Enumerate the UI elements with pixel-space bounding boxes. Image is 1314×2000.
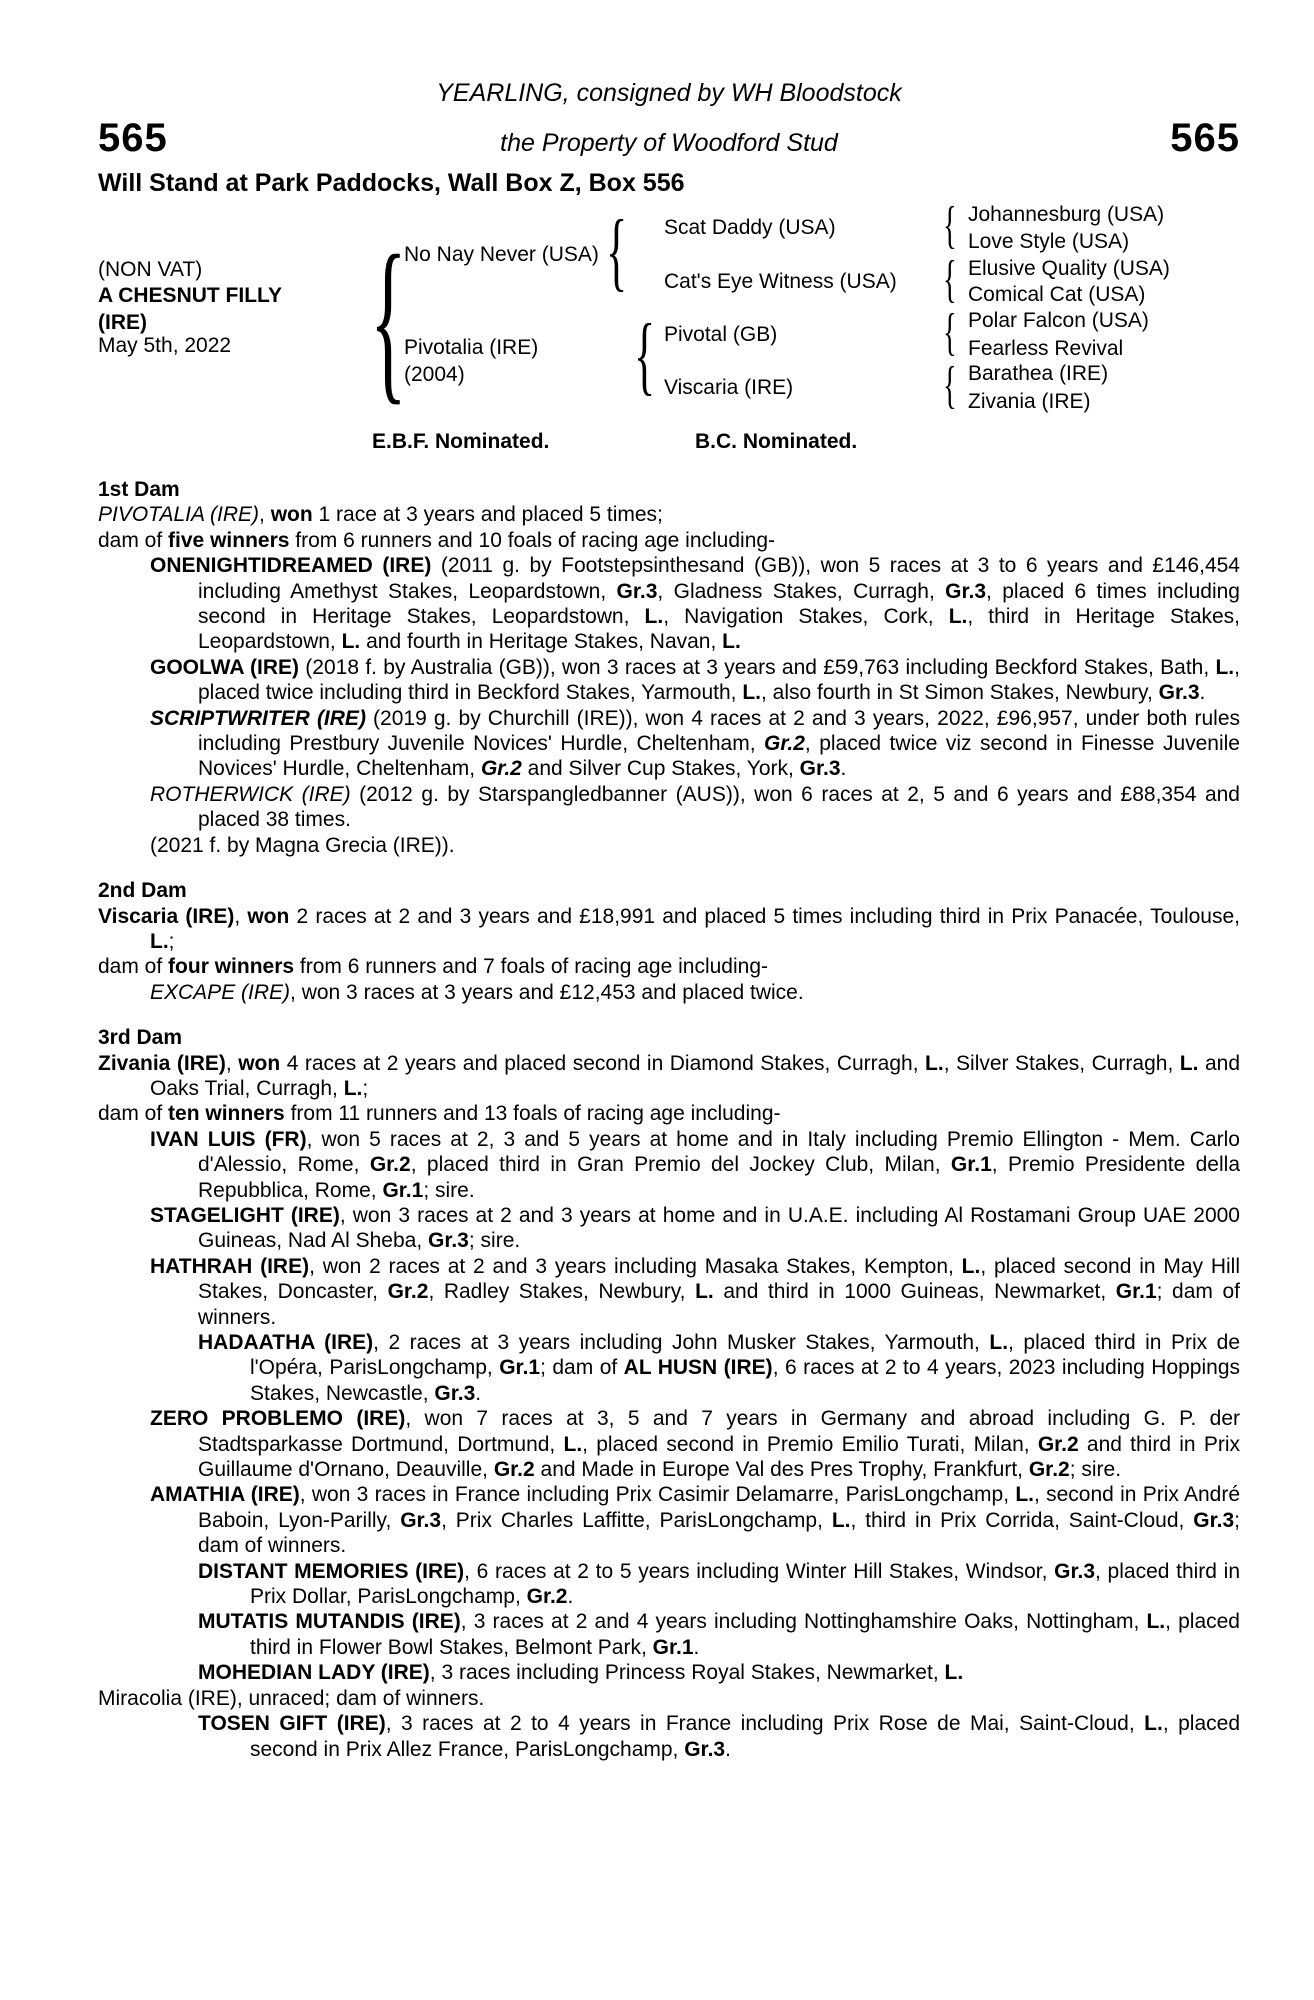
text-run: Gr.2 [387, 1280, 429, 1304]
text-run: , Radley Stakes, Newbury, [428, 1280, 696, 1304]
text-run: , placed 6 times including second in Heritage Stakes, Leopardstown, [198, 579, 1240, 629]
lot-number-right: 565 [1170, 116, 1240, 160]
text-run: ; sire. [423, 1178, 475, 1202]
text-run: (2018 f. by Australia (GB)), won 3 races at 3 years and £59,763 including Beckford Stakes, Bath, [299, 655, 1216, 679]
text-run: . [475, 1381, 482, 1405]
subject-suffix: (IRE) [98, 311, 147, 334]
text-run: , Gladness Stakes, Curragh, [657, 579, 946, 603]
text-run: , 6 races at 2 to 4 years, 2023 including Hoppings Stakes, Newcastle, [250, 1356, 1241, 1405]
text-run: . [1199, 681, 1206, 705]
pedigree-paragraph [98, 1609, 1240, 1660]
pedigree-paragraph [98, 1203, 1240, 1254]
text-run: GOOLWA (IRE) [150, 655, 300, 679]
text-run: , 3 races at 2 and 4 years including Nottinghamshire Oaks, Nottingham, [460, 1610, 1147, 1634]
curly-brace-ggp-1 [943, 199, 968, 254]
text-run: Gr.3 [1158, 681, 1200, 705]
text-run: L. [925, 1051, 944, 1075]
text-run: won [247, 904, 290, 928]
text-run: Gr.3 [684, 1737, 726, 1761]
text-run: Gr.1 [950, 1153, 992, 1177]
text-run: L. [1146, 1610, 1166, 1634]
pedigree-table [98, 198, 1240, 416]
text-run: and fourth in Heritage Stakes, Navan, [360, 630, 723, 654]
text-run: five winners [168, 528, 290, 552]
text-run: , placed third in Flower Bowl Stakes, Belmont Park, [250, 1610, 1240, 1659]
dam-year: (2004) [404, 363, 465, 386]
text-run: . [840, 757, 847, 781]
text-run: Gr.3 [616, 579, 658, 603]
curly-brace-ggp-2 [943, 253, 968, 308]
pedigree-paragraph [98, 782, 1240, 833]
text-run: , Prix Charles Laffitte, ParisLongchamp, [441, 1508, 832, 1532]
pedigree-paragraph [98, 553, 1240, 655]
text-run: and Silver Cup Stakes, York, [521, 757, 800, 781]
text-run: L. [1144, 1712, 1163, 1736]
pedigree-paragraph [98, 528, 1240, 553]
text-run: L. [1179, 1051, 1199, 1075]
foal-date: May 5th, 2022 [98, 334, 232, 357]
ggp-name: Elusive Quality (USA) [968, 257, 1170, 280]
gp-name: Viscaria (IRE) [664, 376, 794, 399]
text-run: ZERO PROBLEMO (IRE) [150, 1407, 406, 1431]
text-run: HATHRAH (IRE) [150, 1254, 310, 1278]
text-run: (2012 g. by Starspangledbanner (AUS)), won 6 races at 2, 5 and 6 years and £88,354 and placed 38 times. [198, 782, 1240, 832]
page-content [98, 78, 1240, 1762]
text-run: L. [343, 1076, 363, 1100]
text-run: . [693, 1635, 700, 1659]
ggp-name: Polar Falcon (USA) [968, 309, 1149, 332]
text-run: and third in 1000 Guineas, Newmarket, [713, 1280, 1116, 1304]
ggp-name: Comical Cat (USA) [968, 283, 1146, 306]
text-run: , [234, 904, 248, 928]
text-run: (2019 g. by Churchill (IRE)), won 4 races at 2 and 3 years, 2022, £96,957, under both rules including Prestbury Juvenile Novices' Hurdle, Cheltenham, [198, 706, 1240, 756]
curly-brace-ggp-3 [943, 305, 968, 361]
text-run: and Oaks Trial, Curragh, [150, 1051, 1241, 1100]
sire-name: No Nay Never (USA) [404, 243, 599, 266]
text-run: (2011 g. by Footstepsinthesand (GB)), won 5 races at 3 to 6 years and £146,454 including Amethyst Stakes, Leopardstown, [198, 554, 1240, 603]
text-run: Gr.2 [764, 732, 805, 756]
text-run: MUTATIS MUTANDIS (IRE) [198, 1610, 461, 1634]
text-run: from 11 runners and 13 foals of racing age including- [284, 1102, 781, 1126]
text-run: and third in Prix Guillaume d'Ornano, Deauville, [198, 1432, 1240, 1482]
text-run: , placed second in Premio Emilio Turati, Milan, [582, 1432, 1038, 1456]
text-run: , placed twice including third in Beckford Stakes, Yarmouth, [198, 655, 1240, 705]
gp-name: Scat Daddy (USA) [664, 216, 836, 239]
text-run: EXCAPE (IRE) [150, 980, 291, 1004]
pedigree-paragraph [98, 1711, 1240, 1762]
ggp-name: Fearless Revival [968, 337, 1124, 360]
pedigree-paragraph [98, 1127, 1240, 1203]
text-run: L. [563, 1432, 583, 1456]
text-run: ten winners [168, 1102, 285, 1126]
text-run: Gr.2 [493, 1458, 535, 1482]
stand-location-line: Will Stand at Park Paddocks, Wall Box Z, Box 556 [98, 169, 685, 197]
text-run: Gr.3 [400, 1508, 442, 1532]
text-run: 4 races at 2 years and placed second in Diamond Stakes, Curragh, [280, 1051, 926, 1075]
dam-name: Pivotalia (IRE) [404, 336, 539, 359]
dam-section-heading: 3rd Dam [98, 1026, 183, 1050]
text-run: PIVOTALIA (IRE) [98, 503, 260, 527]
text-run: ONENIGHTIDREAMED (IRE) [150, 554, 432, 578]
pedigree-paragraph [98, 1254, 1240, 1330]
text-run: , Premio Presidente della Repubblica, Rome, [198, 1153, 1240, 1202]
text-run: L. [722, 630, 741, 654]
text-run: STAGELIGHT (IRE) [150, 1203, 340, 1227]
text-run: AL HUSN (IRE) [623, 1356, 773, 1380]
text-run: from 6 runners and 7 foals of racing age including- [294, 955, 768, 979]
dam-section-heading: 2nd Dam [98, 879, 187, 903]
pedigree-paragraph [98, 706, 1240, 782]
text-run: and Made in Europe Val des Pres Trophy, Frankfurt, [534, 1458, 1029, 1482]
text-run: Gr.2 [480, 757, 522, 781]
text-run: won [238, 1051, 281, 1075]
gp-name: Pivotal (GB) [664, 323, 778, 346]
pedigree-paragraph [98, 980, 1240, 1005]
text-run: Miracolia (IRE), unraced; dam of winners. [98, 1686, 485, 1710]
text-run: ; [168, 929, 175, 953]
text-run: Gr.2 [1037, 1432, 1079, 1456]
text-run: MOHEDIAN LADY (IRE) [198, 1661, 430, 1685]
bc-nomination: B.C. Nominated. [695, 430, 858, 453]
text-run: , placed second in May Hill Stakes, Doncaster, [198, 1254, 1241, 1304]
text-run: HADAATHA (IRE) [198, 1331, 374, 1354]
gp-name: Cat's Eye Witness (USA) [664, 270, 897, 293]
text-run: L. [742, 681, 762, 705]
vat-note: (NON VAT) [98, 258, 203, 281]
text-run: L. [644, 605, 664, 629]
text-run: , won 3 races in France including Prix Casimir Delamarre, ParisLongchamp, [299, 1483, 1016, 1507]
text-run: . [567, 1585, 574, 1609]
text-run: Gr.3 [1054, 1559, 1096, 1583]
text-run: , Navigation Stakes, Cork, [663, 605, 949, 629]
text-run: , [225, 1051, 239, 1075]
text-run: , also fourth in St Simon Stakes, Newbury, [761, 681, 1159, 705]
text-run: , won 5 races at 2, 3 and 5 years at home and in Italy including Premio Ellington - Mem. Carlo d'Alessio, Rome, [198, 1127, 1240, 1177]
ggp-name: Love Style (USA) [968, 230, 1130, 253]
text-run: , placed third in Prix Dollar, ParisLongchamp, [250, 1559, 1241, 1609]
text-run: , placed third in Gran Premio del Jockey Club, Milan, [410, 1153, 951, 1177]
text-run: , won 2 races at 2 and 3 years including Masaka Stakes, Kempton, [309, 1254, 962, 1278]
ggp-name: Zivania (IRE) [968, 390, 1091, 413]
ggp-name: Barathea (IRE) [968, 362, 1109, 385]
text-run: ; [362, 1076, 369, 1100]
text-run: L. [944, 1661, 964, 1685]
text-run: ; dam of winners. [198, 1508, 1240, 1558]
text-run: L. [961, 1254, 981, 1278]
text-run: L. [695, 1280, 714, 1304]
text-run: ; sire. [1069, 1458, 1122, 1482]
text-run: . [725, 1737, 731, 1761]
text-run: , third in Prix Corrida, Saint-Cloud, [850, 1508, 1194, 1532]
pedigree-paragraph [98, 1406, 1240, 1482]
consignor-line: YEARLING, consigned by WH Bloodstock [436, 79, 902, 107]
text-run: , 6 races at 2 to 5 years including Winter Hill Stakes, Windsor, [464, 1559, 1055, 1583]
text-run: ; dam of winners. [198, 1280, 1240, 1329]
text-run: , 3 races at 2 to 4 years in France including Prix Rose de Mai, Saint-Cloud, [385, 1712, 1145, 1736]
dam-section-heading: 1st Dam [98, 478, 180, 501]
text-run: IVAN LUIS (FR) [150, 1127, 307, 1151]
text-run: won [270, 503, 313, 527]
text-run: , placed third in Prix de l'Opéra, ParisLongchamp, [250, 1331, 1241, 1380]
text-run: DISTANT MEMORIES (IRE) [198, 1559, 465, 1583]
text-run: 1 race at 3 years and placed 5 times; [312, 503, 663, 527]
text-run: L. [831, 1508, 851, 1532]
text-run: , 2 races at 3 years including John Musker Stakes, Yarmouth, [373, 1331, 990, 1354]
text-run: Gr.3 [945, 579, 987, 603]
text-run: (2021 f. by Magna Grecia (IRE)). [150, 833, 455, 857]
text-run: dam of [98, 1102, 169, 1126]
pedigree-paragraph [98, 1686, 1240, 1711]
dam-sections [98, 477, 1240, 1762]
text-run: AMATHIA (IRE) [150, 1483, 300, 1507]
text-run: Gr.3 [799, 757, 841, 781]
text-run: dam of [98, 955, 169, 979]
ebf-nomination: E.B.F. Nominated. [372, 430, 550, 453]
pedigree-paragraph [98, 1482, 1240, 1558]
subject-name: A CHESNUT FILLY [98, 284, 282, 307]
pedigree-paragraph [98, 655, 1240, 706]
text-run: Gr.1 [1115, 1280, 1157, 1304]
pedigree-paragraph [98, 502, 1240, 527]
pedigree-paragraph [98, 1051, 1240, 1102]
text-run: , won 3 races at 3 years and £12,453 and placed twice. [290, 980, 804, 1004]
text-run: L. [1015, 1483, 1034, 1507]
property-line: the Property of Woodford Stud [500, 129, 838, 157]
text-run: ; dam of [540, 1356, 624, 1380]
text-run: Gr.1 [652, 1635, 694, 1659]
ggp-name: Johannesburg (USA) [968, 203, 1165, 226]
nominations-row [98, 430, 1240, 456]
pedigree-paragraph [98, 1660, 1240, 1685]
text-run: , third in Heritage Stakes, Leopardstown, [198, 605, 1241, 654]
text-run: , placed second in Prix Allez France, ParisLongchamp, [250, 1712, 1240, 1761]
text-run: Gr.1 [499, 1356, 541, 1380]
text-run: Gr.2 [1028, 1458, 1070, 1482]
text-run: Gr.2 [369, 1153, 411, 1177]
text-run: , Silver Stakes, Curragh, [943, 1051, 1180, 1075]
text-run: L. [341, 630, 361, 654]
text-run: 2 races at 2 and 3 years and £18,991 and placed 5 times including third in Prix Panacée, Toulouse, [289, 904, 1240, 928]
lot-number-left: 565 [98, 116, 168, 160]
pedigree-paragraph [98, 1559, 1240, 1610]
text-run: L. [150, 929, 169, 953]
text-run: Gr.3 [428, 1229, 469, 1253]
text-run: Gr.2 [526, 1585, 568, 1609]
pedigree-paragraph [98, 1101, 1240, 1126]
text-run: dam of [98, 528, 169, 552]
text-run: Gr.1 [382, 1178, 424, 1202]
pedigree-paragraph [98, 904, 1240, 955]
text-run: , second in Prix André Baboin, Lyon-Parilly, [198, 1483, 1241, 1532]
text-run: ROTHERWICK (IRE) [150, 782, 351, 806]
text-run: , won 3 races at 2 and 3 years at home and in U.A.E. including Al Rostamani Group UAE 2000 Guineas, Nad Al Sheba, [198, 1203, 1240, 1253]
text-run: from 6 runners and 10 foals of racing age including- [289, 528, 776, 552]
text-run: ; sire. [468, 1229, 521, 1253]
curly-brace-sire [606, 206, 648, 298]
pedigree-paragraph [98, 954, 1240, 979]
text-run: SCRIPTWRITER (IRE) [150, 706, 366, 730]
text-run: L. [989, 1331, 1009, 1354]
text-run: L. [948, 605, 968, 629]
text-run: Viscaria (IRE) [98, 904, 235, 928]
text-run: , 3 races including Princess Royal Stakes, Newmarket, [429, 1661, 945, 1685]
pedigree-paragraph [98, 833, 1240, 858]
text-run: L. [1215, 655, 1235, 679]
text-run: TOSEN GIFT (IRE) [198, 1712, 386, 1736]
text-run: Gr.3 [1193, 1508, 1235, 1532]
text-run: , won 7 races at 3, 5 and 7 years in Germany and abroad including G. P. der Stadtsparkasse Dortmund, Dortmund, [198, 1407, 1240, 1456]
text-run: , [259, 503, 271, 527]
text-run: four winners [168, 955, 295, 979]
text-run: Zivania (IRE) [98, 1051, 226, 1075]
text-run: , placed twice viz second in Finesse Juvenile Novices' Hurdle, Cheltenham, [198, 732, 1240, 781]
text-run: Gr.3 [434, 1381, 476, 1405]
lot-header-row [98, 118, 1240, 158]
curly-brace-ggp-4 [943, 358, 968, 414]
pedigree-paragraph [98, 1330, 1240, 1406]
